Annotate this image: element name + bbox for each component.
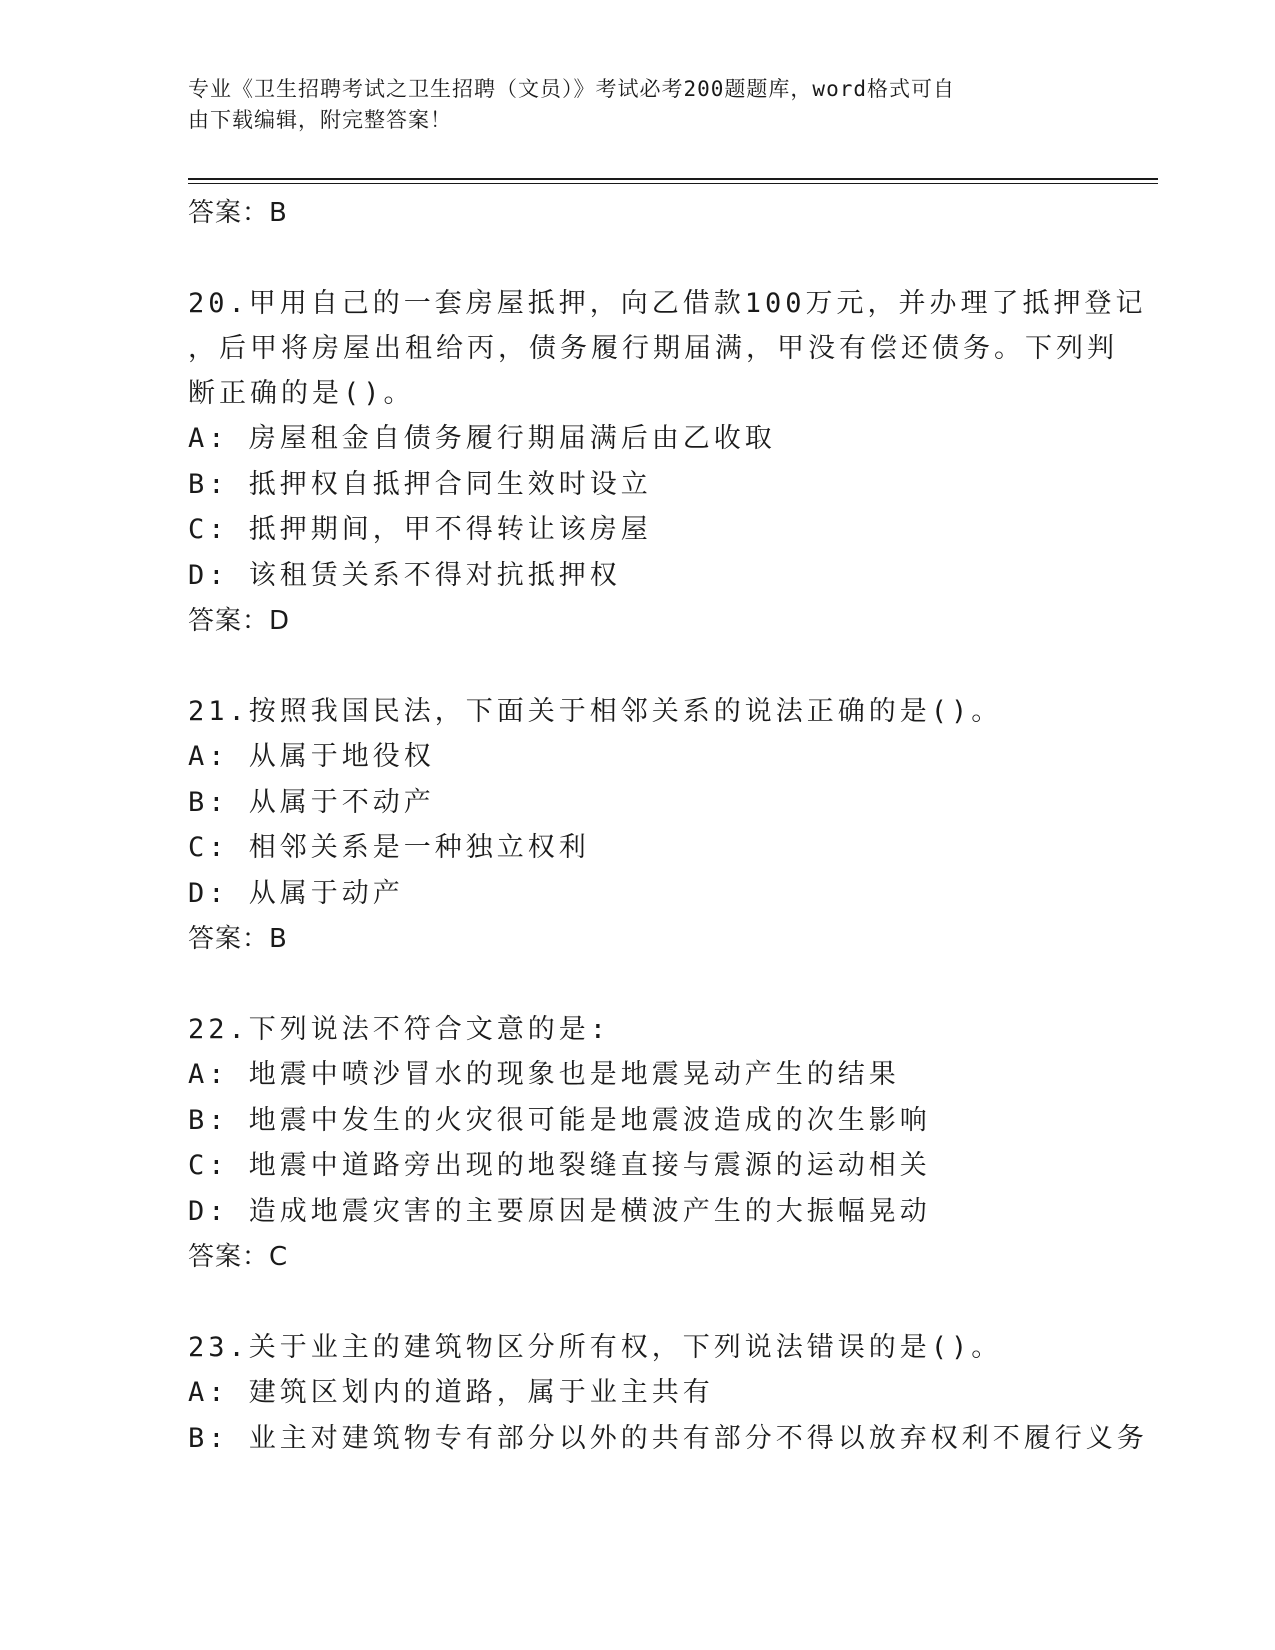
- option-c: C: 相邻关系是一种独立权利: [188, 832, 590, 863]
- header-rule-thick: [188, 178, 1158, 180]
- option-d: D: 该租赁关系不得对抗抵押权: [188, 559, 621, 591]
- header-line-1: 专业《卫生招聘考试之卫生招聘（文员）》考试必考200题题库，word格式可自: [188, 77, 955, 101]
- question-stem-line: 23.关于业主的建筑物区分所有权，下列说法错误的是()。: [188, 1332, 1003, 1363]
- option-b: B: 抵押权自抵押合同生效时设立: [188, 468, 652, 500]
- question-stem-line: 20.甲用自己的一套房屋抵押，向乙借款100万元，并办理了抵押登记: [188, 288, 1147, 319]
- document-header: [188, 74, 1068, 136]
- question-content: [188, 190, 1188, 1461]
- answer-line: 答案：D: [188, 606, 291, 636]
- option-c: C: 地震中道路旁出现的地裂缝直接与震源的运动相关: [188, 1150, 931, 1181]
- option-d: D: 造成地震灾害的主要原因是横波产生的大振幅晃动: [188, 1195, 931, 1227]
- question-block-23: [188, 1325, 1188, 1461]
- answer-line: 答案：B: [188, 924, 288, 954]
- question-stem-line: 21.按照我国民法，下面关于相邻关系的说法正确的是()。: [188, 696, 1003, 727]
- question-stem-line: 22.下列说法不符合文意的是:: [188, 1014, 611, 1045]
- option-b: B: 地震中发生的火灾很可能是地震波造成的次生影响: [188, 1104, 931, 1136]
- header-line-2: 由下载编辑，附完整答案！: [188, 108, 452, 132]
- question-block-20: [188, 281, 1188, 644]
- answer-line: 答案：B: [188, 198, 288, 228]
- option-a: A: 地震中喷沙冒水的现象也是地震晃动产生的结果: [188, 1059, 900, 1090]
- answer-line: 答案：C: [188, 1242, 289, 1272]
- question-block-21: [188, 689, 1188, 962]
- option-a: A: 从属于地役权: [188, 741, 435, 772]
- question-block-22: [188, 1007, 1188, 1280]
- question-stem-line: 断正确的是()。: [188, 378, 415, 409]
- question-stem-line: ，后甲将房屋出租给丙，债务履行期届满，甲没有偿还债务。下列判: [188, 333, 1118, 364]
- option-b: B: 从属于不动产: [188, 786, 435, 818]
- option-d: D: 从属于动产: [188, 877, 404, 909]
- option-a: A: 建筑区划内的道路，属于业主共有: [188, 1377, 714, 1408]
- option-c: C: 抵押期间，甲不得转让该房屋: [188, 514, 652, 545]
- option-b: B: 业主对建筑物专有部分以外的共有部分不得以放弃权利不履行义务: [188, 1422, 1148, 1454]
- header-rule-thin: [188, 183, 1158, 184]
- option-a: A: 房屋租金自债务履行期届满后由乙收取: [188, 423, 776, 454]
